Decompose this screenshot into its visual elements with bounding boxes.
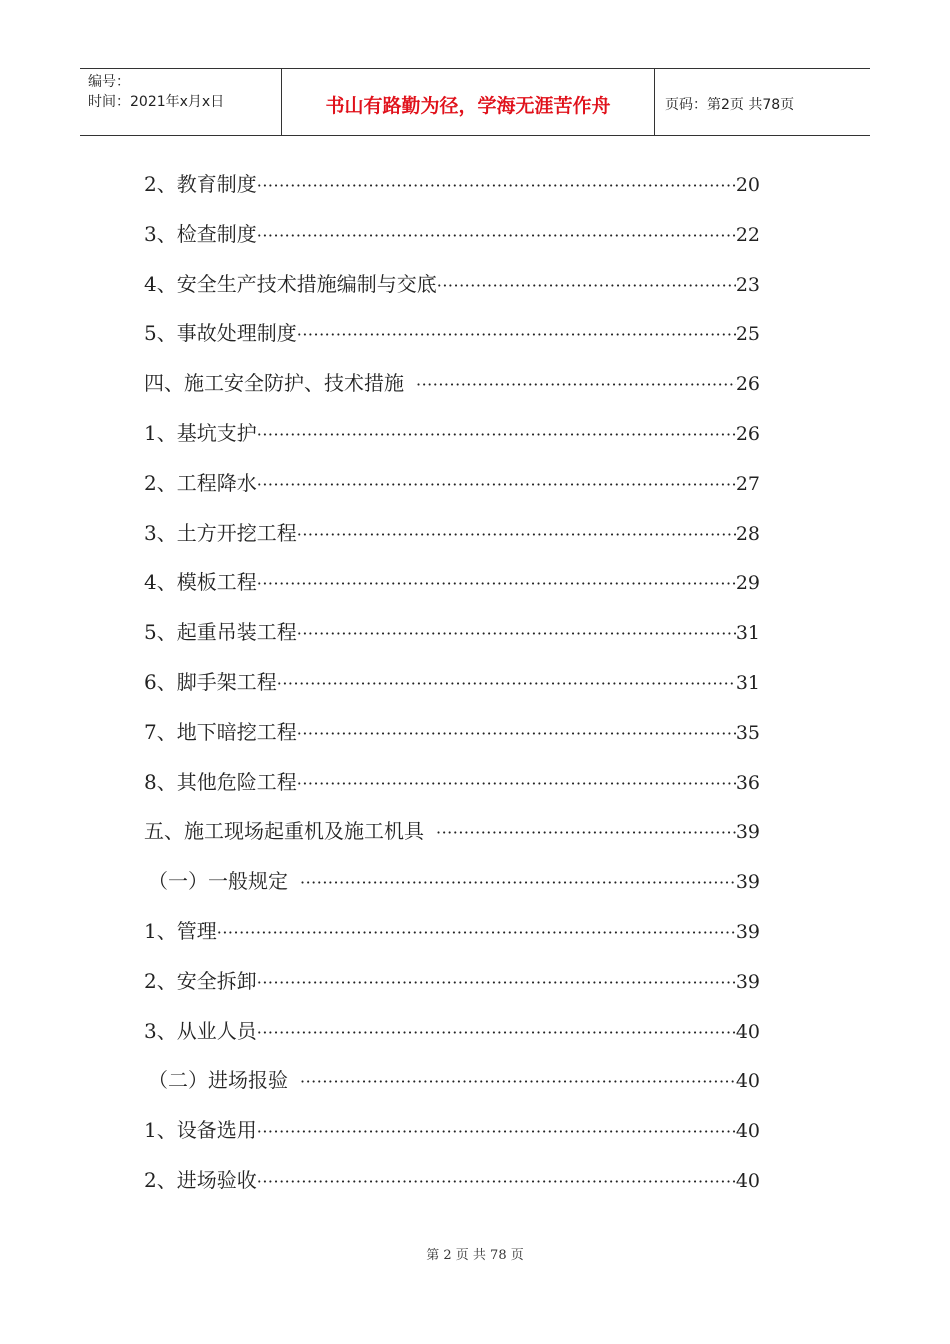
- toc-dot-leader: [297, 609, 736, 659]
- toc-entry-title: 2、工程降水: [144, 470, 257, 495]
- toc-entry-page: 26: [735, 373, 760, 396]
- toc-entry[interactable]: [144, 1007, 760, 1057]
- toc-dot-leader: [257, 161, 736, 211]
- toc-entry-title: 5、起重吊装工程: [144, 620, 297, 645]
- toc-entry[interactable]: [144, 260, 760, 310]
- page-footer: 第 2 页 共 78 页: [426, 1248, 524, 1263]
- header-page-info: 页码：第2页 共78页: [665, 97, 795, 113]
- toc-entry[interactable]: [144, 558, 760, 608]
- toc-dot-leader: [257, 1008, 736, 1058]
- toc-entry[interactable]: [144, 359, 760, 409]
- toc-entry-title: 2、进场验收: [144, 1167, 257, 1192]
- toc-entry-page: 40: [735, 1070, 760, 1093]
- toc-dot-leader: [257, 958, 736, 1008]
- toc-entry-title: 四、施工安全防护、技术措施: [144, 371, 404, 396]
- toc-entry-page: 36: [735, 771, 760, 794]
- toc-entry[interactable]: [144, 857, 760, 907]
- toc-entry[interactable]: [144, 1056, 760, 1106]
- toc-dot-leader: [257, 1107, 736, 1157]
- toc-dot-leader: [297, 310, 736, 360]
- toc-entry[interactable]: [144, 1106, 760, 1156]
- toc-entry-title: 6、脚手架工程: [144, 669, 277, 694]
- toc-entry[interactable]: [144, 957, 760, 1007]
- toc-entry[interactable]: [144, 658, 760, 708]
- toc-dot-leader: [217, 908, 736, 958]
- document-number-label: 编号：: [88, 74, 130, 90]
- toc-entry-title: 4、模板工程: [144, 570, 257, 595]
- toc-dot-leader: [257, 410, 736, 460]
- toc-entry-page: 27: [735, 472, 760, 495]
- toc-dot-leader: [416, 360, 736, 410]
- toc-entry-page: 39: [735, 920, 760, 943]
- toc-entry[interactable]: [144, 509, 760, 559]
- toc-entry-title: 4、安全生产技术措施编制与交底: [144, 271, 437, 296]
- toc-dot-leader: [277, 659, 736, 709]
- toc-dot-leader: [300, 858, 736, 908]
- toc-dot-leader: [257, 1157, 736, 1207]
- toc-entry-page: 31: [735, 622, 760, 645]
- toc-entry-page: 39: [735, 970, 760, 993]
- toc-entry[interactable]: [144, 1156, 760, 1206]
- toc-entry-page: 40: [735, 1169, 760, 1192]
- table-of-contents: [144, 160, 760, 1206]
- toc-dot-leader: [257, 460, 736, 510]
- page-header: [80, 68, 870, 136]
- toc-entry[interactable]: [144, 459, 760, 509]
- toc-entry-title: 五、施工现场起重机及施工机具: [144, 819, 424, 844]
- toc-entry-title: （二）进场报验: [148, 1068, 288, 1093]
- toc-entry-title: 1、基坑支护: [144, 420, 257, 445]
- toc-entry-title: 1、管理: [144, 918, 217, 943]
- toc-entry-page: 39: [735, 871, 760, 894]
- toc-entry-title: 8、其他危险工程: [144, 769, 297, 794]
- toc-entry-page: 23: [735, 273, 760, 296]
- toc-entry[interactable]: [144, 409, 760, 459]
- toc-entry[interactable]: [144, 708, 760, 758]
- toc-entry-title: 2、安全拆卸: [144, 968, 257, 993]
- header-motto: 书山有路勤为径，学海无涯苦作舟: [282, 69, 655, 135]
- toc-dot-leader: [297, 709, 736, 759]
- toc-entry-page: 28: [735, 522, 760, 545]
- toc-dot-leader: [300, 1057, 736, 1107]
- toc-entry-page: 31: [735, 671, 760, 694]
- toc-entry-page: 26: [735, 422, 760, 445]
- header-meta: [80, 69, 282, 135]
- toc-entry-page: 25: [735, 323, 760, 346]
- toc-dot-leader: [437, 261, 736, 311]
- toc-dot-leader: [257, 211, 736, 261]
- toc-entry-page: 35: [735, 721, 760, 744]
- toc-entry-page: 20: [735, 174, 760, 196]
- toc-dot-leader: [297, 510, 736, 560]
- toc-entry[interactable]: [144, 210, 760, 260]
- toc-entry[interactable]: [144, 309, 760, 359]
- toc-entry-title: 3、土方开挖工程: [144, 520, 297, 545]
- toc-entry-title: 7、地下暗挖工程: [144, 719, 297, 744]
- toc-entry[interactable]: [144, 907, 760, 957]
- document-time-label: 时间：2021年x月x日: [88, 94, 225, 110]
- toc-entry-title: 2、教育制度: [144, 172, 257, 196]
- toc-entry[interactable]: [144, 758, 760, 808]
- toc-entry-title: 5、事故处理制度: [144, 321, 297, 346]
- toc-dot-leader: [297, 759, 736, 809]
- toc-entry[interactable]: [144, 807, 760, 857]
- toc-entry-title: 3、从业人员: [144, 1018, 257, 1043]
- toc-dot-leader: [436, 808, 736, 858]
- toc-entry-title: 1、设备选用: [144, 1118, 257, 1143]
- toc-entry-title: （一）一般规定: [148, 869, 288, 894]
- toc-entry-title: 3、检查制度: [144, 221, 257, 246]
- toc-entry-page: 22: [735, 223, 760, 246]
- toc-entry[interactable]: [144, 608, 760, 658]
- toc-entry-page: 39: [735, 821, 760, 844]
- toc-entry-page: 29: [735, 572, 760, 595]
- toc-entry-page: 40: [735, 1020, 760, 1043]
- toc-dot-leader: [257, 559, 736, 609]
- toc-entry-page: 40: [735, 1120, 760, 1143]
- toc-entry[interactable]: [144, 160, 760, 210]
